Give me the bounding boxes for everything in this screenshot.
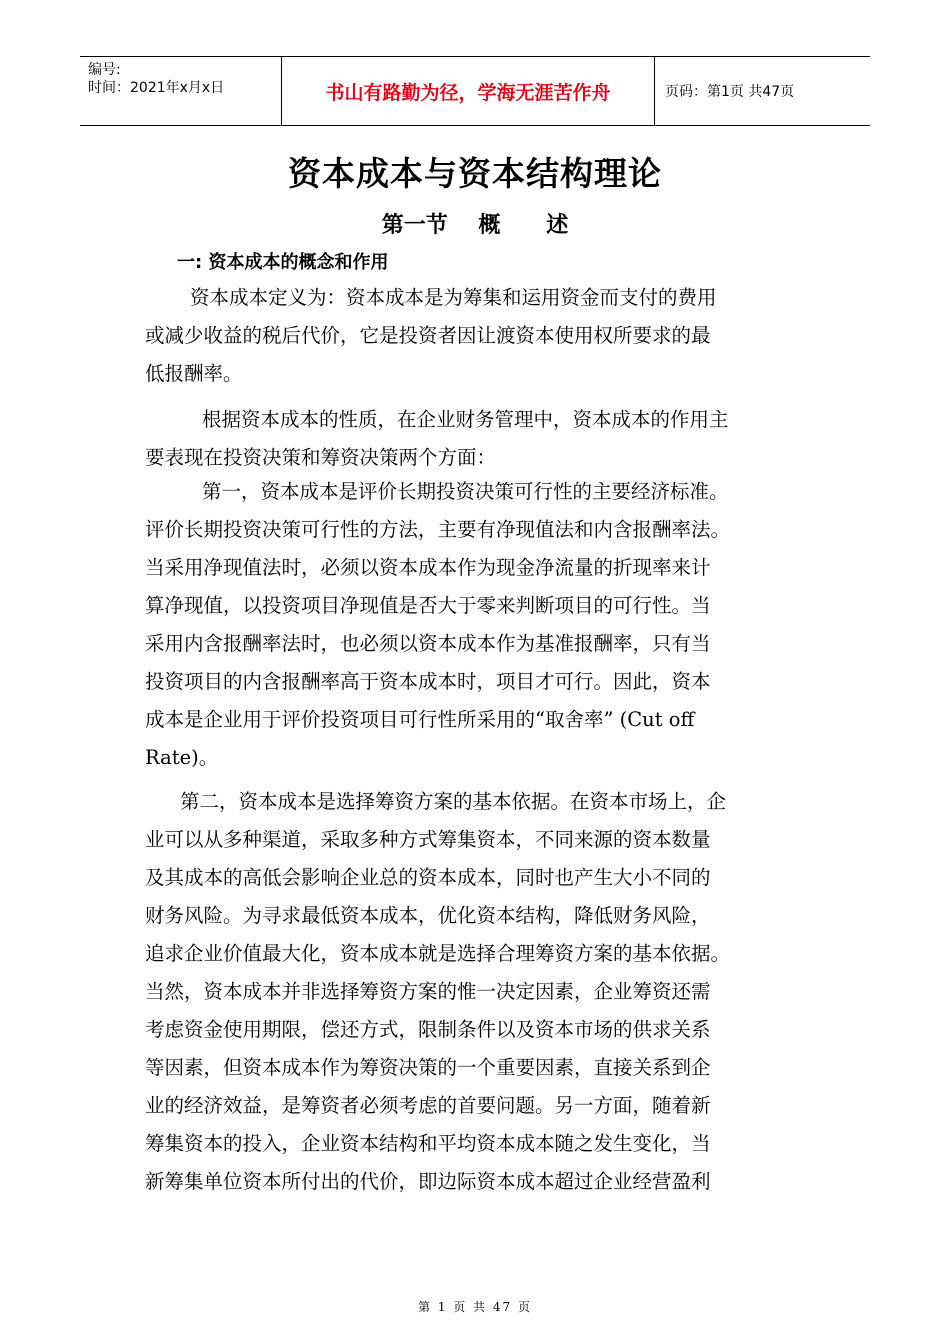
paragraph-first-role [145, 473, 730, 777]
header-page-info: 页码：第1页 共47页 [665, 84, 795, 100]
paragraph-line: 根据资本成本的性质，在企业财务管理中，资本成本的作用主 [202, 408, 729, 431]
paragraph-role-intro [145, 401, 729, 477]
number-label: 编号: [88, 62, 121, 78]
paragraph-line: 或减少收益的税后代价，它是投资者因让渡资本使用权所要求的最 [145, 324, 711, 347]
paragraph-line: 财务风险。为寻求最低资本成本，优化资本结构，降低财务风险， [145, 904, 711, 927]
paragraph-line: 业可以从多种渠道，采取多种方式筹集资本，不同来源的资本数量 [145, 828, 711, 851]
paragraph-line: 追求企业价值最大化，资本成本就是选择合理筹资方案的基本依据。 [145, 942, 731, 965]
paragraph-line: 筹集资本的投入，企业资本结构和平均资本成本随之发生变化，当 [145, 1132, 711, 1155]
paragraph-second-role [145, 783, 730, 1201]
paragraph-line: 当然，资本成本并非选择筹资方案的惟一决定因素，企业筹资还需 [145, 980, 711, 1003]
paragraph-definition [145, 279, 717, 393]
document-header [80, 56, 870, 126]
sub-heading: 一: 资本成本的概念和作用 [177, 252, 389, 273]
paragraph-line: 业的经济效益，是筹资者必须考虑的首要问题。另一方面，随着新 [145, 1094, 711, 1117]
paragraph-line: 采用内含报酬率法时，也必须以资本成本作为基准报酬率，只有当 [145, 632, 711, 655]
header-motto: 书山有路勤为径，学海无涯苦作舟 [282, 57, 655, 125]
paragraph-line: 低报酬率。 [145, 362, 243, 385]
paragraph-line: 算净现值，以投资项目净现值是否大于零来判断项目的可行性。当 [145, 594, 711, 617]
paragraph-line: 及其成本的高低会影响企业总的资本成本，同时也产生大小不同的 [145, 866, 711, 889]
paragraph-line: 当采用净现值法时，必须以资本成本作为现金净流量的折现率来计 [145, 556, 711, 579]
paragraph-line: 等因素，但资本成本作为筹资决策的一个重要因素，直接关系到企 [145, 1056, 711, 1079]
paragraph-line: 资本成本定义为：资本成本是为筹集和运用资金而支付的费用 [190, 286, 717, 309]
header-meta [80, 57, 282, 125]
page-footer: 第 1 页 共 47 页 [418, 1300, 532, 1314]
paragraph-line: 要表现在投资决策和筹资决策两个方面： [145, 446, 497, 469]
paragraph-line: 考虑资金使用期限，偿还方式，限制条件以及资本市场的供求关系 [145, 1018, 711, 1041]
paragraph-line: 成本是企业用于评价投资项目可行性所采用的“取舍率” (Cut off [145, 708, 695, 731]
section-title: 第一节 概 述 [381, 213, 569, 238]
paragraph-line: 评价长期投资决策可行性的方法，主要有净现值法和内含报酬率法。 [145, 518, 731, 541]
paragraph-line: 新筹集单位资本所付出的代价，即边际资本成本超过企业经营盈利 [145, 1170, 711, 1193]
paragraph-line: 第一，资本成本是评价长期投资决策可行性的主要经济标准。 [202, 480, 729, 503]
paragraph-line: 投资项目的内含报酬率高于资本成本时，项目才可行。因此，资本 [145, 670, 711, 693]
paragraph-line: Rate)。 [145, 746, 219, 769]
paragraph-line: 第二，资本成本是选择筹资方案的基本依据。在资本市场上，企 [180, 790, 727, 813]
document-title: 资本成本与资本结构理论 [288, 154, 662, 193]
time-label: 时间：2021年x月x日 [88, 80, 225, 96]
